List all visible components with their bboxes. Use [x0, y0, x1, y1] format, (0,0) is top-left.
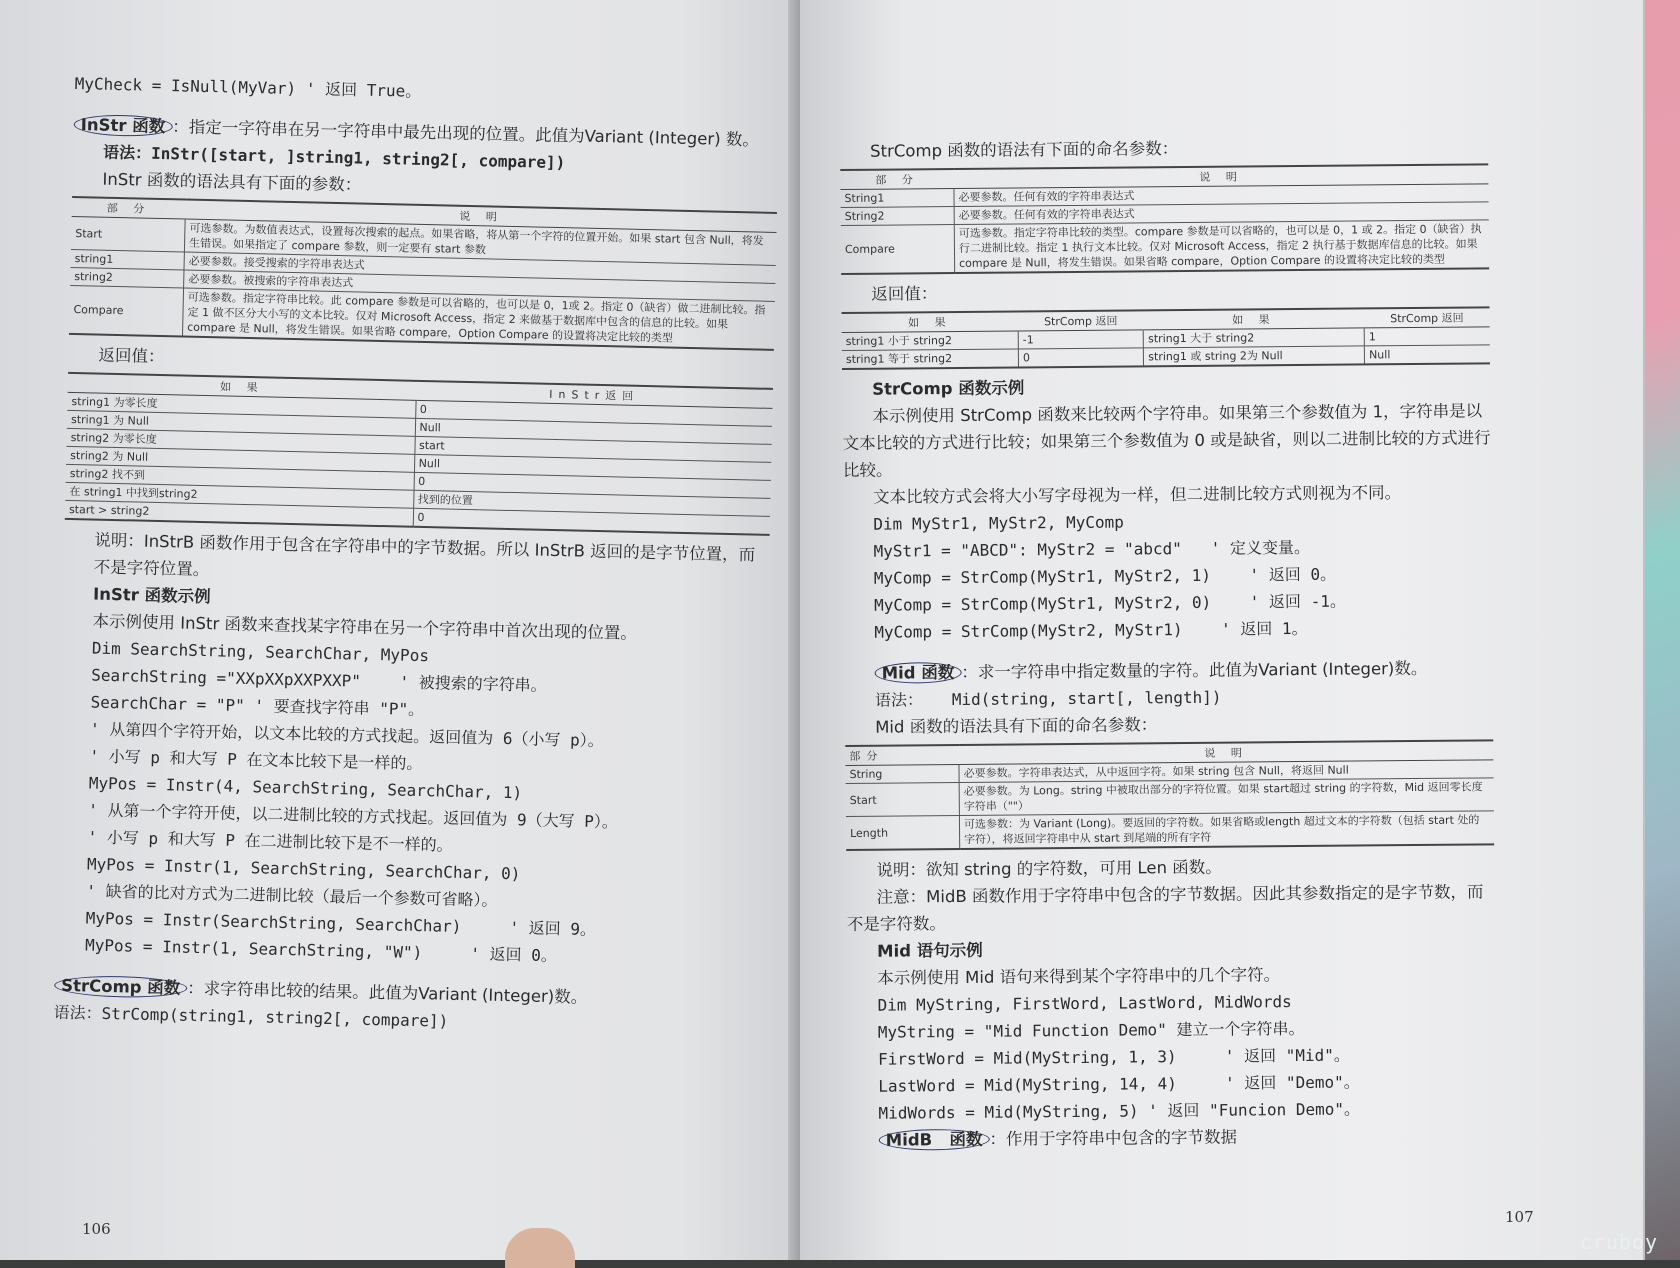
table-row: Compare 可选参数。指定字符串比较的类型。compare 参数是可以省略的，也可以是 0，1 或 2。指定 0（缺省）执行二进制比较。指定 1 执行文本比较。仅对 Microsoft Access，指定 2 执行基于数据库信息的比较。如果 compare 是 Null，将发生错误。如果省略 compare，Option Compare 的设置将决定比较的类型: [841, 220, 1489, 274]
midb-note: 注意：MidB 函数作用于字符串中包含的字节数据。因此其参数指定的是字节数，而不是字符数。: [846, 882, 1484, 934]
strcomp-example-title: StrComp 函数示例: [872, 378, 1025, 399]
code-line: Dim MyString, FirstWord, LastWord, MidWords: [877, 992, 1292, 1015]
table-row: string2 为零长度 start: [66, 428, 771, 462]
strcomp-heading: StrComp 函数: [54, 975, 188, 999]
right-page-text: [840, 132, 1497, 1154]
table-header: InStr返回: [416, 381, 773, 409]
code-line: ' 从第一个字符开使，以二进制比较的方式找起。返回值为 9（大写 P）。: [87, 800, 619, 832]
code-line: MyStr1 = "ABCD": MyStr2 = "abcd" ' 定义变量。: [873, 537, 1311, 561]
table-header: StrComp 返回: [1018, 310, 1144, 331]
code-line: SearchString ="XXpXXpXXPXXP" ' 被搜索的字符串。: [91, 665, 547, 695]
table-header: 如 果: [68, 373, 416, 400]
page-number: 106: [82, 1220, 111, 1238]
code-line: MyString = "Mid Function Demo" 建立一个字符串。: [877, 1018, 1305, 1042]
table-row: string1 为零长度 0: [67, 392, 772, 426]
code-line: Dim MyStr1, MyStr2, MyComp: [873, 512, 1124, 534]
code-line: MyPos = Instr(1, SearchString, "W") ' 返回 0。: [84, 935, 558, 966]
code-line: MidWords = Mid(MyString, 5) ' 返回 "Funcion Demo"。: [878, 1099, 1361, 1123]
code-line: Dim SearchString, SearchChar, MyPos: [91, 638, 430, 666]
strcomp-example-note: 文本比较方式会将大小写字母视为一样，但二进制比较方式则视为不同。: [873, 483, 1402, 507]
strcomp-return-label: 返回值：: [871, 284, 938, 304]
mid-params-table: [845, 739, 1494, 851]
instr-definition: InStr 函数 ：指定一字符串在另一字符串中最先出现的位置。此值为Variant (Integer) 数。: [73, 111, 778, 154]
table-row: string2 为 Null Null: [66, 446, 771, 480]
code-line: ' 从第四个字符开始，以文本比较的方式找起。返回值为 6（小写 p）。: [89, 719, 604, 751]
code-line: ' 小写 p 和大写 P 在文本比较下是一样的。: [89, 746, 423, 774]
code-line: FirstWord = Mid(MyString, 1, 3) ' 返回 "Mid"。: [877, 1045, 1350, 1069]
table-header: 部分: [845, 745, 959, 765]
code-line: MyComp = StrComp(MyStr2, MyStr1) ' 返回 1。: [874, 618, 1308, 642]
instr-example-intro: 本示例使用 InStr 函数来查找某字符串在另一个字符串中首次出现的位置。: [92, 611, 638, 643]
table-row: string2 必要参数。被搜索的字符串表达式: [70, 267, 775, 301]
code-line: SearchChar = "P" ' 要查找字符串 "P"。: [90, 692, 425, 720]
table-row: string2 找不到 0: [66, 464, 771, 498]
table-header: 说 明: [185, 200, 777, 233]
strcomp-syntax: 语法：StrComp(string1, string2[, compare]): [53, 1002, 449, 1031]
code-line: MyPos = Instr(4, SearchString, SearchChar, 1): [88, 773, 523, 803]
right-page: [800, 0, 1645, 1260]
mid-example-title: Mid 语句示例: [877, 940, 983, 961]
table-row: Start 必要参数。为 Long。string 中被取出部分的字符位置。如果 start超过 string 的字符数，Mid 返回零长度字符串（""）: [846, 778, 1494, 817]
strcomp-definition: StrComp 函数 ：求字符串比较的结果。此值为Variant (Integer)数。: [54, 972, 759, 1015]
instr-params-table: [69, 196, 777, 351]
mid-note: 说明：欲知 string 的字符数，可用 Len 函数。: [876, 857, 1222, 880]
code-line: ' 缺省的比对方式为二进制比较（最后一个参数可省略）。: [86, 881, 498, 910]
code-line: MyPos = Instr(SearchString, SearchChar) ' 返回 9。: [85, 908, 597, 940]
instr-params-intro: InStr 函数的语法具有下面的参数：: [102, 169, 362, 195]
code-line: MyPos = Instr(1, SearchString, SearchChar, 0): [86, 854, 521, 884]
code-line: ' 小写 p 和大写 P 在二进制比较下是不一样的。: [87, 827, 453, 855]
table-row: 在 string1 中找到string2 找到的位置: [65, 482, 770, 516]
table-row: String1 必要参数。任何有效的字符串表达式: [840, 184, 1488, 208]
table-row: string1 为 Null Null: [67, 410, 772, 444]
table-row: string1 等于 string2 0 string1 或 string 2为 Null Null: [842, 345, 1490, 369]
table-row: string1 必要参数。接受搜索的字符串表达式: [71, 249, 776, 283]
instr-syntax: 语法：InStr([start, ]string1, string2[, compare]): [102, 142, 566, 173]
code-line: MyComp = StrComp(MyStr1, MyStr2, 1) ' 返回 0。: [873, 564, 1337, 588]
table-row: start > string2 0: [65, 500, 770, 534]
table-row: Compare 可选参数。指定字符串比较。此 compare 参数是可以省略的，也可以是 0，1或 2。指定 0（缺省）做二进制比较。指定 1 做不区分大小写的文本比较。仅对 Microsoft Access，指定 2 来做基于数据库中包含的信息的比较。如果 compare 是 Null，将发生错误。如果省略 compare，Option Compare 的设置将决定比较的类型: [69, 285, 775, 349]
table-header: 如 果: [842, 311, 1019, 332]
strcomp-return-table: [842, 306, 1490, 370]
table-header: 部 分: [72, 197, 186, 219]
mid-definition: Mid 函数 ：求一字符串中指定数量的字符。此值为Variant (Integer)数。: [845, 654, 1493, 687]
strcomp-params-table: [840, 163, 1489, 275]
table-header: StrComp 返回: [1364, 307, 1490, 328]
instr-heading: InStr 函数: [74, 114, 173, 137]
mid-heading: Mid 函数: [875, 662, 962, 684]
table-header: 部 分: [840, 169, 954, 189]
instr-return-table: [65, 372, 773, 536]
mid-syntax: 语法： Mid(string, start[, length]): [874, 687, 1222, 710]
strcomp-example-intro: 本示例使用 StrComp 函数来比较两个字符串。如果第三个参数值为 1，字符串是以文本比较的方式进行比较；如果第三个参数值为 0 或是缺省，则以二进制比较的方式进行比较。: [842, 401, 1491, 480]
mid-example-intro: 本示例使用 Mid 语句来得到某个字符串中的几个字符。: [877, 965, 1281, 988]
page-number: 107: [1505, 1208, 1534, 1226]
table-row: String 必要参数。字符串表达式，从中返回字符。如果 string 包含 Null，将返回 Null: [845, 760, 1493, 784]
instr-example-title: InStr 函数示例: [92, 584, 211, 607]
code-line: LastWord = Mid(MyString, 14, 4) ' 返回 "Demo"。: [878, 1072, 1360, 1096]
strcomp-params-intro: StrComp 函数的语法有下面的命名参数：: [870, 139, 1179, 161]
left-page: [0, 0, 800, 1260]
mid-params-intro: Mid 函数的语法具有下面的命名参数：: [875, 715, 1158, 737]
table-header: 如 果: [1143, 308, 1364, 329]
table-row: string1 小于 string2 -1 string1 大于 string2 1: [842, 327, 1490, 351]
code-line: MyComp = StrComp(MyStr1, MyStr2, 0) ' 返回 -1。: [873, 591, 1347, 615]
code-line: MyCheck = IsNull(MyVar) ' 返回 True。: [74, 73, 422, 101]
midb-definition: MidB 函数 ：作用于字符串中包含的字节数据: [849, 1121, 1497, 1154]
table-row: Length 可选参数：为 Variant (Long)。要返回的字符数。如果省略或length 超过文本的字符数（包括 start 处的字符），将返回字符串中从 start 到尾端的所有字符: [846, 811, 1494, 850]
table-row: Start 可选参数。为数值表达式，设置每次搜索的起点。如果省略，将从第一个字符的位置开始。如果 start 包含 Null，将发生错误。如果指定了 compare 参数，则一定要有 start 参数: [71, 216, 777, 265]
watermark: cruboy: [1579, 1230, 1658, 1254]
instrb-note: 说明：InStrB 函数作用于包含在字符串中的字节数据。所以 InStrB 返回的是字节位置，而不是字符位置。: [93, 530, 756, 580]
table-row: String2 必要参数。任何有效的字符串表达式: [841, 202, 1489, 226]
left-page-text: [53, 70, 780, 1042]
table-header: 说 明: [954, 164, 1489, 188]
midb-heading: MidB 函数: [879, 1129, 990, 1151]
table-header: 说 明: [959, 740, 1494, 764]
instr-return-label: 返回值：: [98, 345, 165, 367]
